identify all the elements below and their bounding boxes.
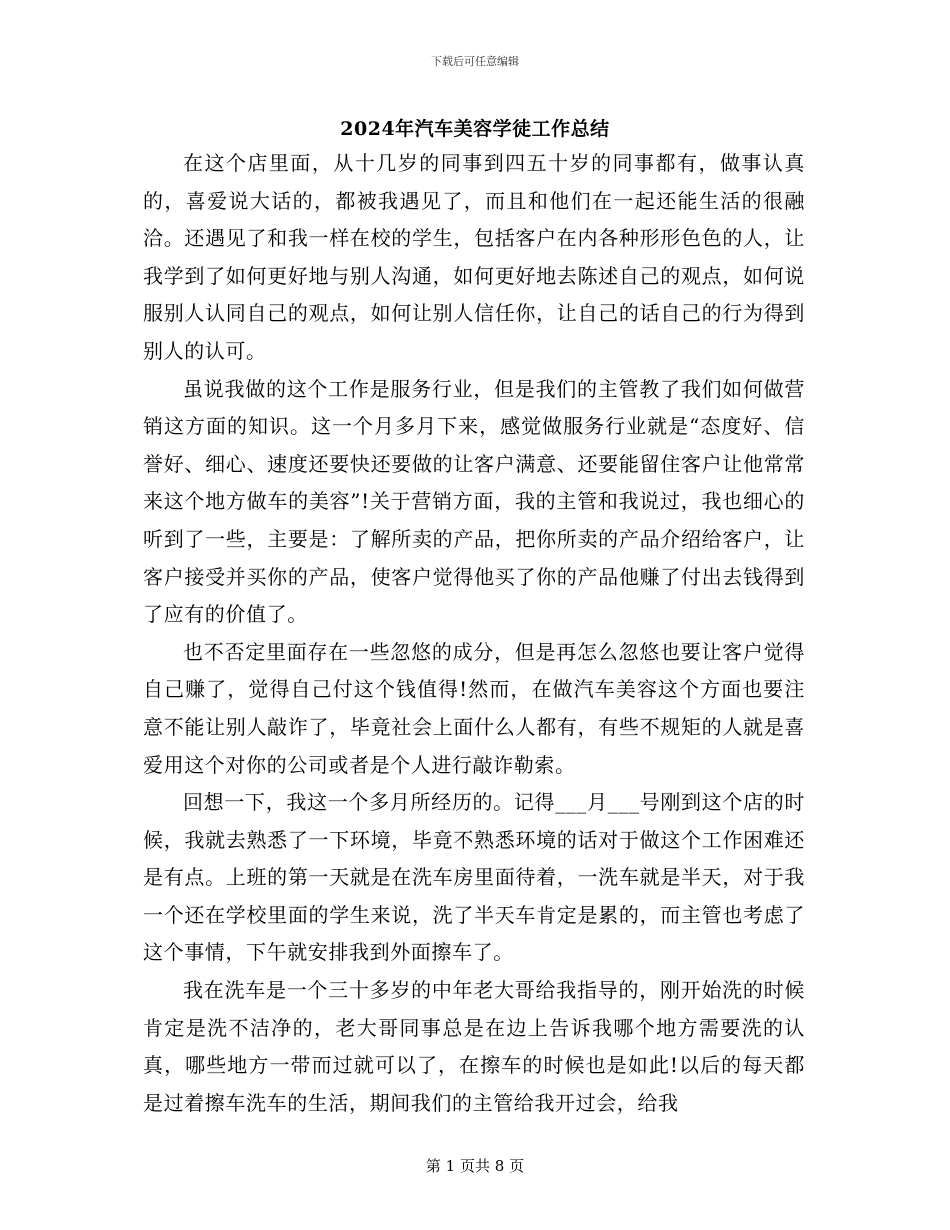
paragraph-2: 虽说我做的这个工作是服务行业，但是我们的主管教了我们如何做营销这方面的知识。这一个月多月下来，感觉做服务行业就是“态度好、信誉好、细心、速度还要快还要做的让客户满意、还要能留住客户让他常常来这个地方做车的美容”!关于营销方面，我的主管和我说过，我也细心的听到了一些，主要是：了解所卖的产品，把你所卖的产品介绍给客户，让客户接受并买你的产品，使客户觉得他买了你的产品他赚了付出去钱得到了应有的价值了。 [143, 376, 805, 627]
paragraph-1: 在这个店里面，从十几岁的同事到四五十岁的同事都有，做事认真的，喜爱说大话的，都被我遇见了，而且和他们在一起还能生活的很融洽。还遇见了和我一样在校的学生，包括客户在内各种形形色色的人，让我学到了如何更好地与别人沟通，如何更好地去陈述自己的观点，如何说服别人认同自己的观点，如何让别人信任你，让自己的话自己的行为得到别人的认可。 [143, 151, 805, 363]
header-note: 下载后可任意编辑 [431, 55, 519, 68]
paragraph-3: 也不否定里面存在一些忽悠的成分，但是再怎么忽悠也要让客户觉得自己赚了，觉得自己付这个钱值得!然而，在做汽车美容这个方面也要注意不能让别人敲诈了，毕竟社会上面什么人都有，有些不规矩的人就是喜爱用这个对你的公司或者是个人进行敲诈勒索。 [143, 639, 805, 777]
paragraph-5: 我在洗车是一个三十多岁的中年老大哥给我指导的，刚开始洗的时候肯定是洗不洁净的，老大哥同事总是在边上告诉我哪个地方需要洗的认真，哪些地方一带而过就可以了，在擦车的时候也是如此!以后的每天都是过着擦车洗车的生活，期间我们的主管给我开过会，给我 [143, 978, 805, 1115]
paragraph-4: 回想一下，我这一个多月所经历的。记得___月___号刚到这个店的时候，我就去熟悉了一下环境，毕竟不熟悉环境的话对于做这个工作困难还是有点。上班的第一天就是在洗车房里面待着，一洗车就是半天，对于我一个还在学校里面的学生来说，洗了半天车肯定是累的，而主管也考虑了这个事情，下午就安排我到外面擦车了。 [143, 790, 805, 965]
document-title: 2024年汽车美容学徒工作总结 [340, 118, 610, 140]
page-footer: 第 1 页共 8 页 [425, 1157, 525, 1175]
document-body [143, 145, 805, 1122]
